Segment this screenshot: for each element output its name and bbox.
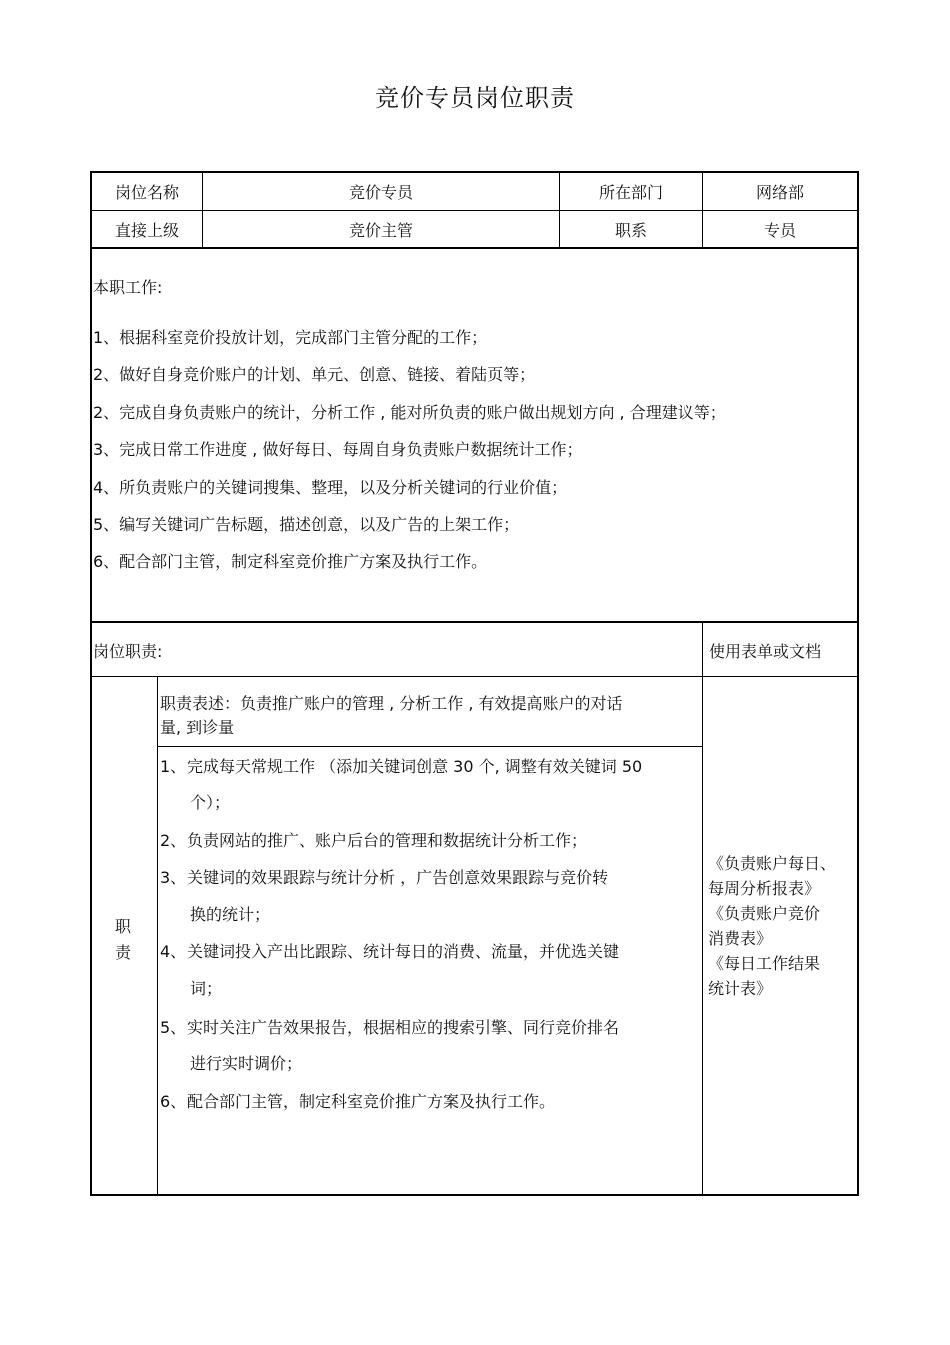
duty-summary: 职责表述：负责推广账户的管理 , 分析工作 , 有效提高账户的对话: [160, 694, 623, 713]
superior-label: 直接上级: [114, 220, 179, 240]
doc-entry: 《负责账户竞价: [708, 904, 821, 923]
doc-entry: 《每日工作结果: [708, 954, 821, 973]
doc-entry: 《负责账户每日、: [708, 854, 837, 873]
col-divider: [157, 677, 158, 1196]
duty-item-text: 负责网站的推广、账户后台的管理和数据统计分析工作；: [187, 831, 588, 850]
work-item: 2、完成自身负责账户的统计，分析工作 , 能对所负责的账户做出规划方向 , 合理建议等；: [93, 403, 726, 422]
position-value: 竞价专员: [348, 183, 413, 202]
superior-value: 竞价主管: [348, 220, 413, 240]
department-value: 网络部: [755, 183, 804, 202]
docs-header: 使用表单或文档: [709, 642, 822, 661]
work-item: 5、编写关键词广告标题，描述创意，以及广告的上架工作；: [93, 515, 520, 534]
duty-item-text: 个）；: [190, 793, 231, 812]
duty-item-number: 4、: [160, 942, 187, 961]
row-divider: [90, 247, 859, 249]
duty-item-number: 1、: [160, 757, 187, 776]
duty-item-text: 完成每天常规工作 （添加关键词创意 30 个, 调整有效关键词 50: [187, 757, 643, 776]
work-item: 4、所负责账户的关键词搜集、整理，以及分析关键词的行业价值；: [93, 478, 568, 497]
work-item: 3、完成日常工作进度 , 做好每日、每周自身负责账户数据统计工作；: [93, 440, 583, 459]
rank-label: 职系: [614, 220, 647, 240]
duty-item-text: 换的统计；: [190, 905, 271, 924]
doc-entry: 统计表》: [708, 979, 773, 998]
duty-item-number: 5、: [160, 1018, 187, 1037]
duty-summary: 量, 到诊量: [160, 718, 235, 737]
duty-item-number: 2、: [160, 831, 187, 850]
row-divider: [90, 621, 859, 623]
duty-item-text: 实时关注广告效果报告，根据相应的搜索引擎、同行竞价排名: [187, 1018, 620, 1037]
rank-value: 专员: [763, 220, 796, 240]
position-label: 岗位名称: [114, 183, 179, 202]
docs-list: [708, 851, 856, 1001]
page-title: 竞价专员岗位职责: [375, 84, 575, 112]
col-divider: [702, 622, 703, 1196]
duties-label: 岗位职责:: [93, 642, 163, 661]
duty-item-text: 关键词投入产出比跟踪、统计每日的消费、流量，并优选关键: [187, 942, 620, 961]
work-item: 2、做好自身竞价账户的计划、单元、创意、链接、着陆页等；: [93, 365, 536, 384]
duty-item-number: 6、: [160, 1092, 187, 1111]
work-item: 1、根据科室竞价投放计划，完成部门主管分配的工作；: [93, 328, 488, 347]
duty-item-text: 进行实时调价；: [190, 1054, 303, 1073]
duty-item-number: 3、: [160, 868, 187, 887]
work-item: 6、配合部门主管，制定科室竞价推广方案及执行工作。: [93, 552, 488, 571]
duty-item-text: 词；: [190, 979, 223, 998]
duties-side-label: 责: [115, 943, 132, 962]
row-divider: [158, 746, 703, 747]
doc-entry: 消费表》: [708, 929, 773, 948]
duties-side-label: 职: [115, 917, 132, 936]
row-divider: [90, 676, 859, 677]
duty-item-text: 关键词的效果跟踪与统计分析 ，广告创意效果跟踪与竞价转: [187, 868, 609, 887]
doc-entry: 每周分析报表》: [708, 879, 821, 898]
duty-item-text: 配合部门主管，制定科室竞价推广方案及执行工作。: [187, 1092, 556, 1111]
department-label: 所在部门: [598, 183, 663, 202]
work-label: 本职工作:: [93, 278, 163, 297]
